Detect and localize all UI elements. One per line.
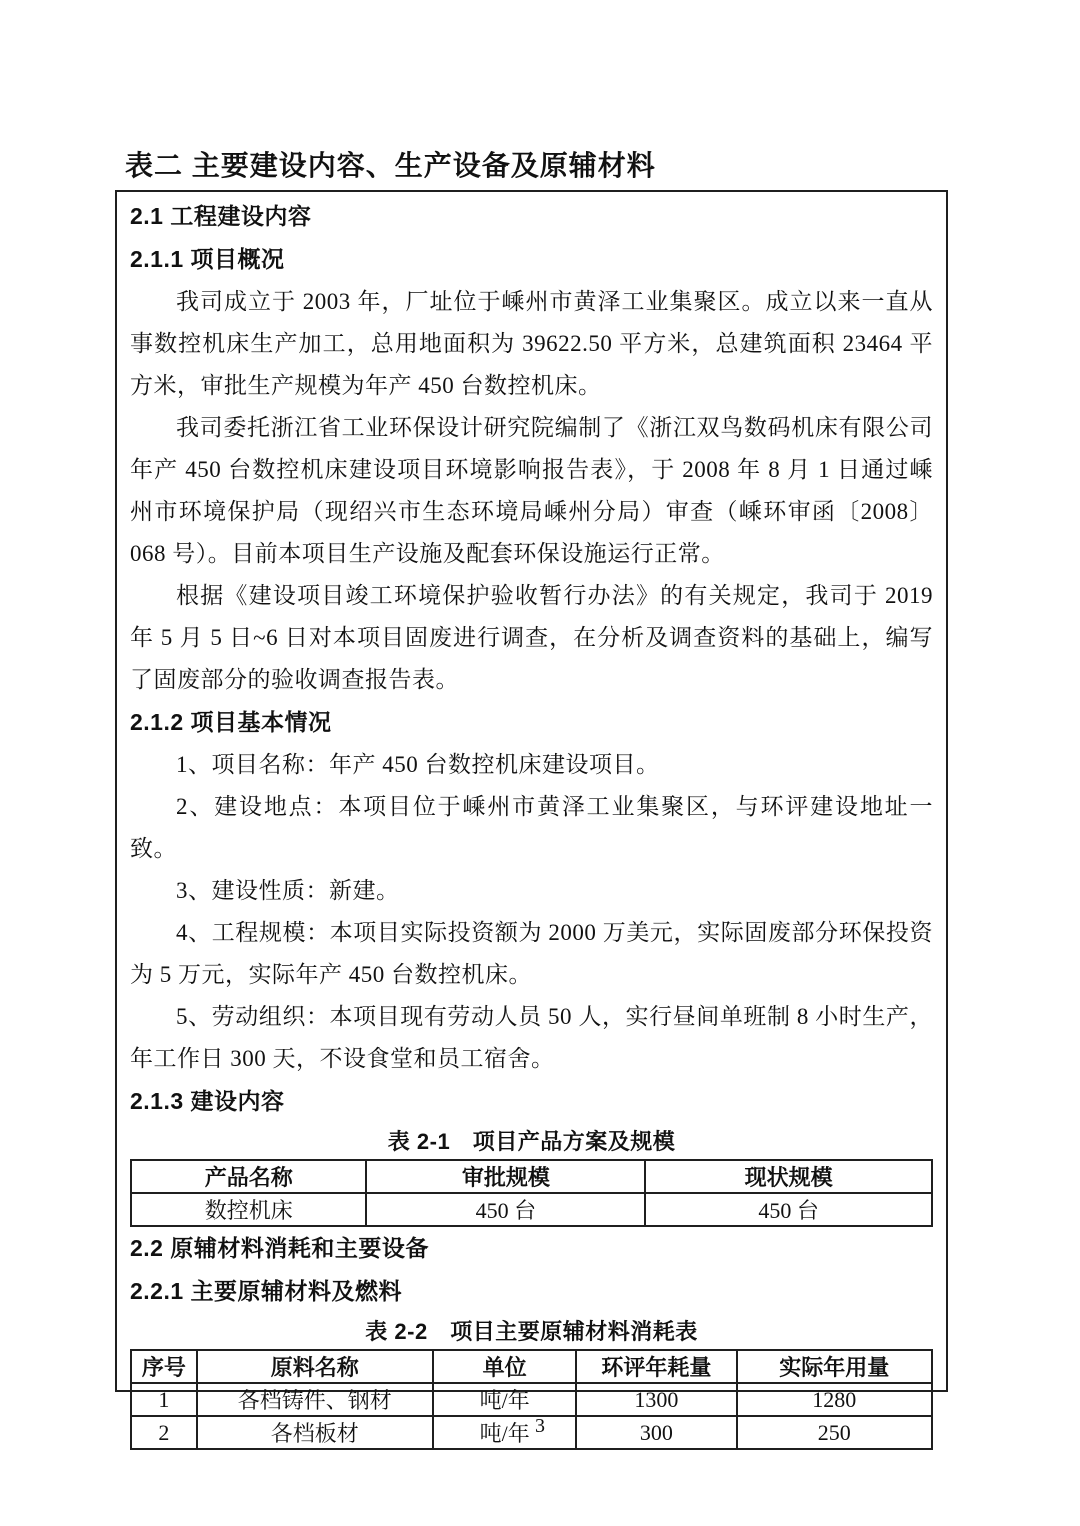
table-row [131, 1383, 932, 1416]
cell-actual-annual: 250 [737, 1416, 932, 1449]
heading-2-1-1: 2.1.1 项目概况 [130, 246, 285, 272]
list-item-project-name: 1、项目名称：年产 450 台数控机床建设项目。 [176, 752, 660, 777]
list-item-location: 2、建设地点：本项目位于嵊州市黄泽工业集聚区，与环评建设地址一致。 [130, 794, 933, 861]
col-header-actual-annual: 实际年用量 [737, 1350, 932, 1383]
cell-unit: 吨/年 [433, 1416, 576, 1449]
paragraph-project-overview-1: 我司成立于 2003 年，厂址位于嵊州市黄泽工业集聚区。成立以来一直从事数控机床生产加工，总用地面积为 39622.50 平方米，总建筑面积 23464 平方米，审批生产规模为年产 450 台数控机床。 [130, 289, 933, 398]
table-2-2-caption: 表 2-2 项目主要原辅材料消耗表 [365, 1319, 698, 1344]
cell-current-scale: 450 台 [645, 1193, 932, 1226]
heading-2-2: 2.2 原辅材料消耗和主要设备 [130, 1235, 429, 1261]
col-header-eia-annual: 环评年耗量 [576, 1350, 736, 1383]
cell-eia-annual: 300 [576, 1416, 736, 1449]
paragraph-project-overview-3: 根据《建设项目竣工环境保护验收暂行办法》的有关规定，我司于 2019 年 5 月 5 日~6 日对本项目固废进行调查，在分析及调查资料的基础上，编写了固废部分的验收调查报告表。 [130, 583, 933, 692]
page-title: 表二 主要建设内容、生产设备及原辅材料 [125, 150, 656, 181]
list-item-nature: 3、建设性质：新建。 [176, 878, 400, 903]
cell-material-name: 各档铸件、钢材 [197, 1383, 433, 1416]
cell-approved-scale: 450 台 [366, 1193, 645, 1226]
cell-unit: 吨/年 [433, 1383, 576, 1416]
cell-material-name: 各档板材 [197, 1416, 433, 1449]
col-header-unit: 单位 [433, 1350, 576, 1383]
heading-2-1: 2.1 工程建设内容 [130, 203, 312, 229]
table-product-plan [130, 1159, 933, 1227]
col-header-material-name: 原料名称 [197, 1350, 433, 1383]
cell-actual-annual: 1280 [737, 1383, 932, 1416]
heading-2-1-3: 2.1.3 建设内容 [130, 1088, 285, 1114]
col-header-index: 序号 [131, 1350, 197, 1383]
col-header-approved-scale: 审批规模 [366, 1160, 645, 1193]
table-row [131, 1193, 932, 1226]
heading-2-1-2: 2.1.2 项目基本情况 [130, 709, 332, 735]
list-item-labor: 5、劳动组织：本项目现有劳动人员 50 人，实行昼间单班制 8 小时生产，年工作日 300 天，不设食堂和员工宿舍。 [130, 1004, 933, 1071]
page-number: 3 [535, 1415, 545, 1437]
table-header-row [131, 1160, 932, 1193]
list-item-scale: 4、工程规模：本项目实际投资额为 2000 万美元，实际固废部分环保投资为 5 万元，实际年产 450 台数控机床。 [130, 920, 933, 987]
col-header-product-name: 产品名称 [131, 1160, 366, 1193]
paragraph-project-overview-2: 我司委托浙江省工业环保设计研究院编制了《浙江双鸟数码机床有限公司年产 450 台数控机床建设项目环境影响报告表》，于 2008 年 8 月 1 日通过嵊州市环境保护局（现绍兴市生态环境局嵊州分局）审查（嵊环审函〔2008〕068 号）。目前本项目生产设施及配套环保设施运行正常。 [130, 415, 934, 566]
cell-eia-annual: 1300 [576, 1383, 736, 1416]
cell-index: 2 [131, 1416, 197, 1449]
heading-2-2-1: 2.2.1 主要原辅材料及燃料 [130, 1278, 403, 1304]
table-header-row [131, 1350, 932, 1383]
table-2-1-caption: 表 2-1 项目产品方案及规模 [387, 1129, 676, 1154]
cell-product-name: 数控机床 [131, 1193, 366, 1226]
content-box [115, 190, 948, 1446]
cell-index: 1 [131, 1383, 197, 1416]
col-header-current-scale: 现状规模 [645, 1160, 932, 1193]
